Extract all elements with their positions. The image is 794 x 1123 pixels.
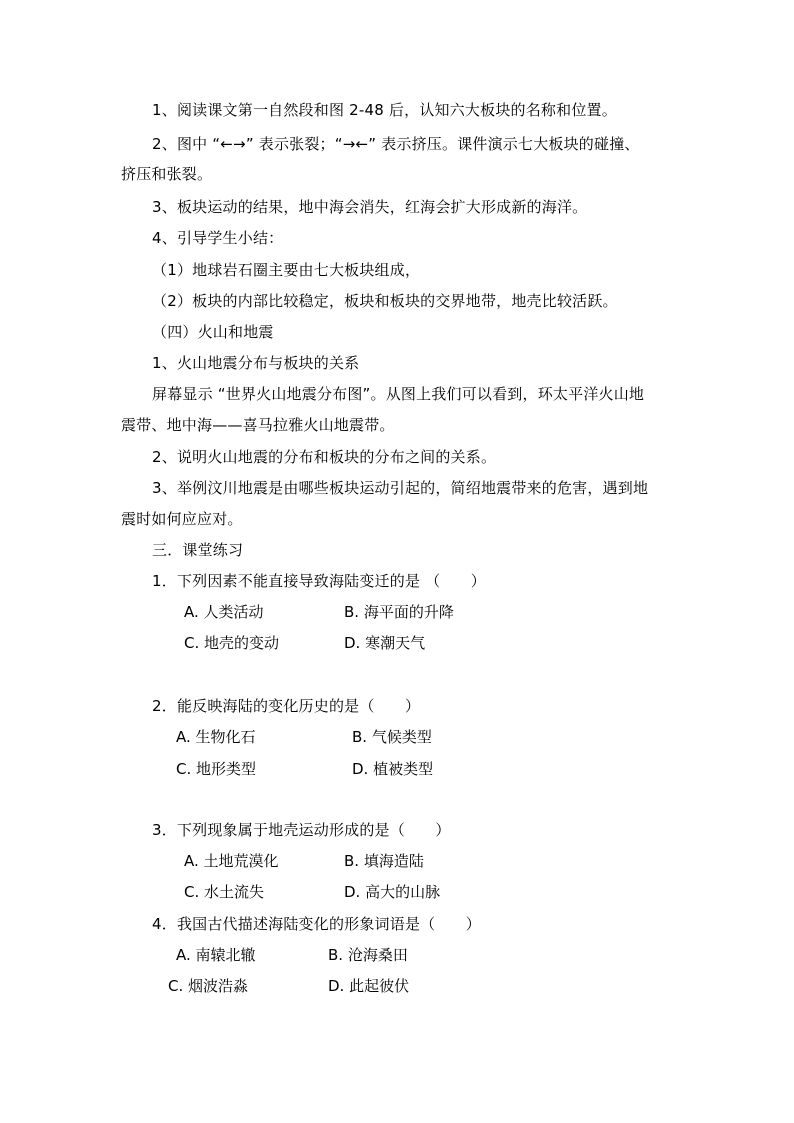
question-3-option-b: B. 填海造陆 <box>344 852 424 870</box>
question-4-option-c: C. 烟波浩淼 <box>168 977 249 995</box>
step-1-text: 1、阅读课文第一自然段和图 2-48 后，认知六大板块的名称和位置。 <box>152 101 617 119</box>
question-4-option-d: D. 此起彼伏 <box>328 977 410 995</box>
summary-point-2: （2）板块的内部比较稳定，板块和板块的交界地带，地壳比较活跃。 <box>152 292 618 310</box>
question-4-stem: 4．我国古代描述海陆变化的形象词语是（ ） <box>152 915 481 933</box>
volcano-step-3-text: 3、举例汶川地震是由哪些板块运动引起的，简绍地震带来的危害，遇到地 <box>152 479 649 497</box>
volcano-step-2-text: 2、说明火山地震的分布和板块的分布之间的关系。 <box>152 448 497 466</box>
volcano-step-1-text: 1、火山地震分布与板块的关系 <box>152 354 360 372</box>
question-4-option-a: A. 南辕北辙 <box>176 946 256 964</box>
screen-display-text: 屏幕显示 “世界火山地震分布图”。从图上我们可以看到，环太平洋火山地 <box>152 385 645 403</box>
question-3-stem: 3．下列现象属于地壳运动形成的是（ ） <box>152 821 451 839</box>
question-2-option-c: C. 地形类型 <box>176 760 257 778</box>
screen-display-text-cont: 震带、地中海——喜马拉雅火山地震带。 <box>121 416 395 434</box>
question-2-stem: 2．能反映海陆的变化历史的是（ ） <box>152 697 421 715</box>
volcano-step-3-text-cont: 震时如何应应对。 <box>121 510 243 528</box>
question-1-option-c: C. 地壳的变动 <box>184 634 280 652</box>
question-4-option-b: B. 沧海桑田 <box>328 946 408 964</box>
section-heading-volcano-earthquake: （四）火山和地震 <box>152 323 274 341</box>
question-3-option-a: A. 土地荒漠化 <box>184 852 279 870</box>
question-3-option-d: D. 高大的山脉 <box>344 883 441 901</box>
question-1-option-b: B. 海平面的升降 <box>344 603 454 621</box>
question-1-option-d: D. 寒潮天气 <box>344 634 426 652</box>
step-2-text-cont: 挤压和张裂。 <box>121 165 213 183</box>
question-2-option-a: A. 生物化石 <box>176 728 256 746</box>
practice-heading: 三．课堂练习 <box>152 541 244 559</box>
question-2-option-d: D. 植被类型 <box>352 760 434 778</box>
question-1-stem: 1．下列因素不能直接导致海陆变迁的是 （ ） <box>152 572 486 590</box>
step-3-text: 3、板块运动的结果，地中海会消失，红海会扩大形成新的海洋。 <box>152 198 588 216</box>
step-2-text: 2、图中 “←→” 表示张裂；“→←” 表示挤压。课件演示七大板块的碰撞、 <box>152 135 640 153</box>
question-3-option-c: C. 水土流失 <box>184 883 265 901</box>
question-2-option-b: B. 气候类型 <box>352 728 432 746</box>
summary-point-1: （1）地球岩石圈主要由七大板块组成， <box>152 261 421 279</box>
question-1-option-a: A. 人类活动 <box>184 603 264 621</box>
step-4-text: 4、引导学生小结： <box>152 229 284 247</box>
